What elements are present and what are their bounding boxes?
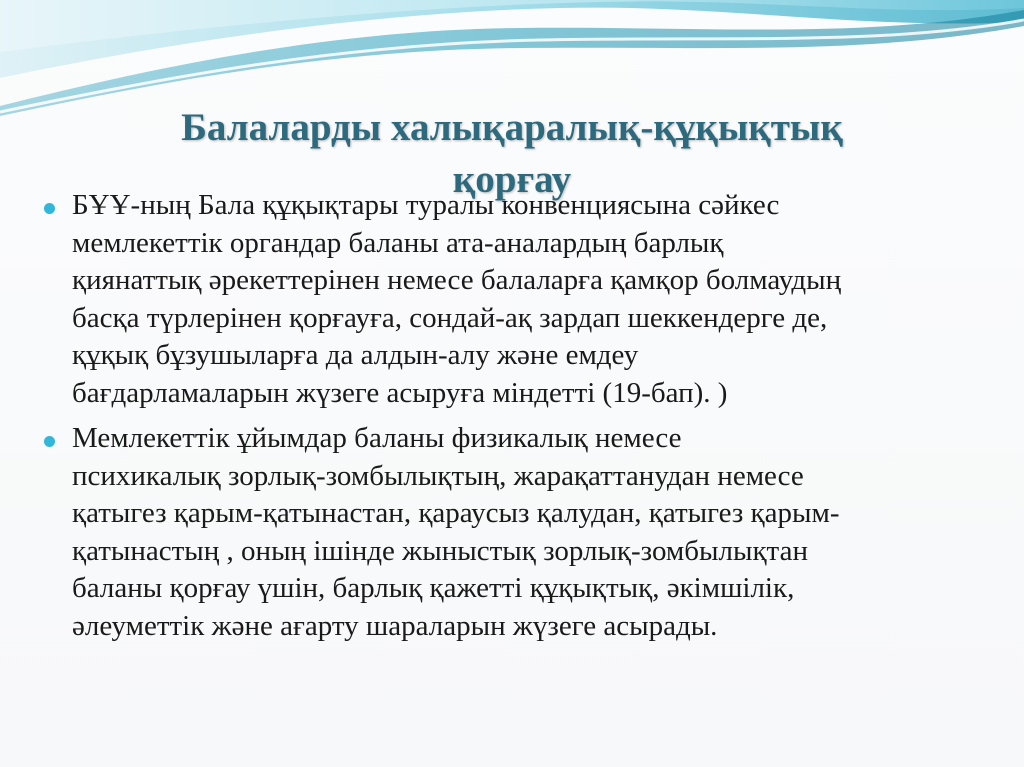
bullet-dot-icon [44,203,55,214]
bullet-item-convention [44,187,1004,412]
text-line: әлеуметтік және ағарту шараларын жүзеге асырады. [72,609,718,642]
bullet-text [72,420,1004,645]
bullet-list [44,187,1004,653]
bullet-item-state-organizations [44,420,1004,645]
text-line: қиянаттық әрекеттерінен немесе балаларға қамқор болмаудың [72,264,842,296]
bullet-text [72,187,1004,412]
text-line: психикалық зорлық-зомбылықтың, жарақаттанудан немесе [72,459,804,492]
title-line: қорғау [452,158,572,202]
text-line: БҰҰ-ның Бала құқықтары туралы конвенциясына сәйкес [72,189,780,221]
title-line: Балаларды халықаралық-құқықтық [181,106,843,150]
text-line: бағдарламаларын жүзеге асыруға міндетті (19-бап). ) [72,376,728,409]
text-line: мемлекеттік органдар баланы ата-аналардың барлық [72,226,724,259]
text-line: Мемлекеттік ұйымдар баланы физикалық немесе [72,422,682,454]
text-line: құқық бұзушыларға да алдын-алу және емдеу [72,339,639,371]
text-line: басқа түрлерінен қорғауға, сондай-ақ зардап шеккендерге де, [72,301,828,334]
text-line: қатыгез қарым-қатынастан, қараусыз қалудан, қатыгез қарым- [72,497,840,529]
text-line: баланы қорғау үшін, барлық қажетті құқықтық, әкімшілік, [72,572,795,604]
text-line: қатынастың , оның ішінде жыныстық зорлық-зомбылықтан [72,534,808,567]
bullet-dot-icon [44,436,55,447]
